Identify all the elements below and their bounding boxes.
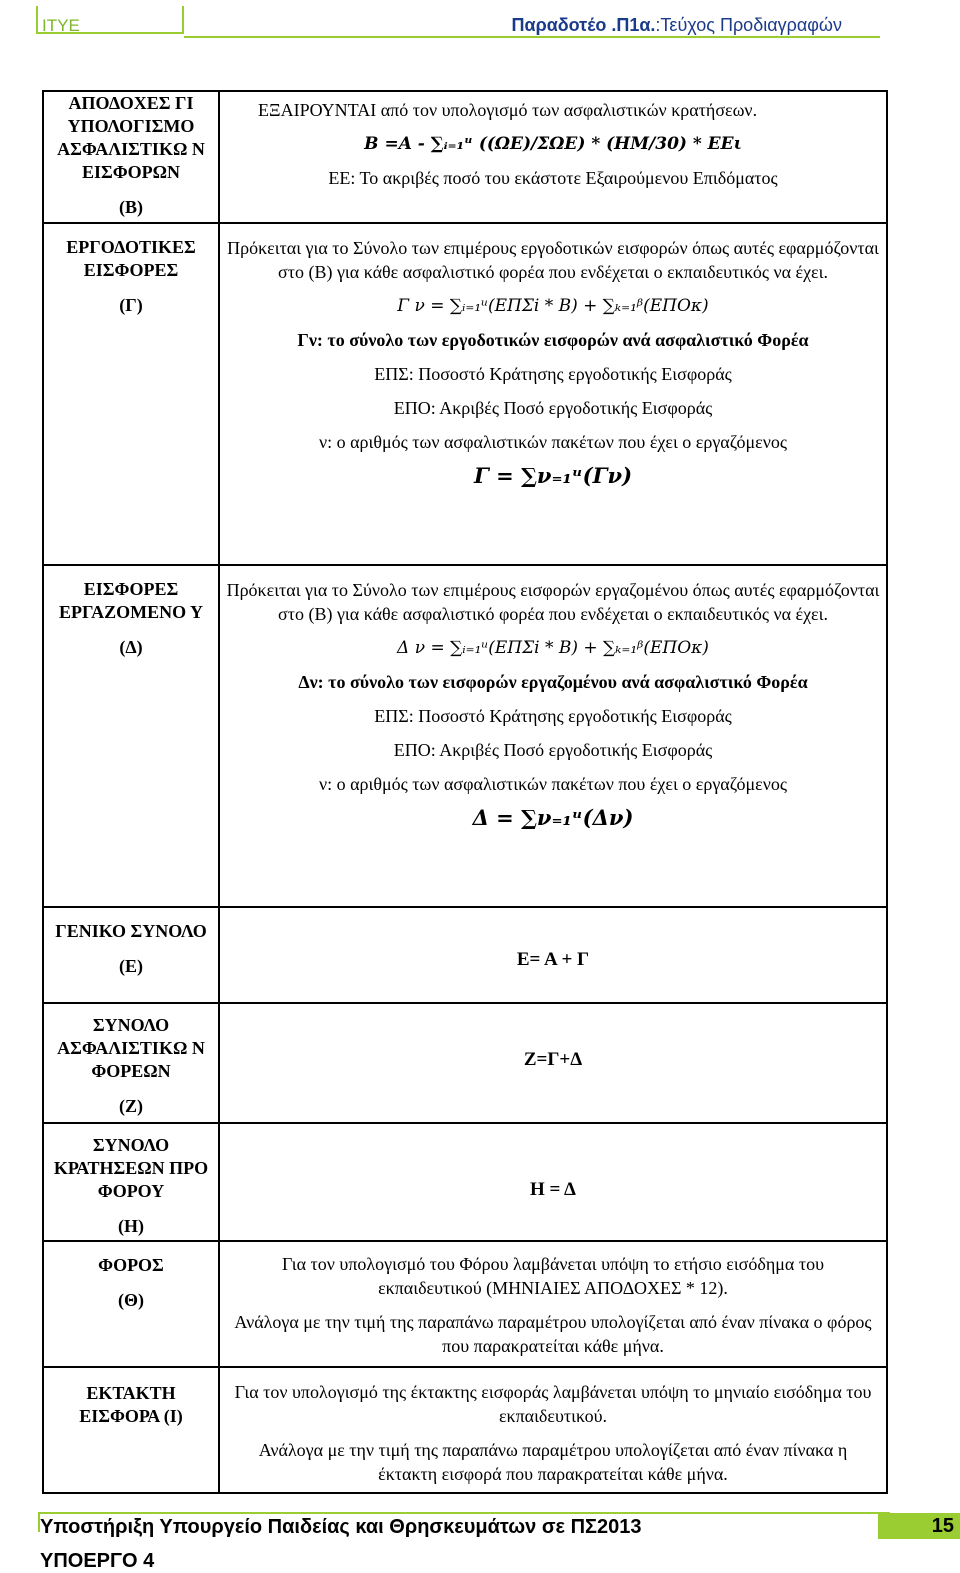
spec-table — [42, 90, 888, 1494]
row-label-text: ΣΥΝΟΛΟ ΑΣΦΑΛΙΣΤΙΚΩ Ν ΦΟΡΕΩΝ — [57, 1015, 205, 1081]
g-def-eps: ΕΠΣ: Ποσοστό Κράτησης εργοδοτικής Εισφοράς — [374, 364, 732, 384]
g-def-bold: Γν: το σύνολο των εργοδοτικών εισφορών ανά ασφαλιστικό Φορέα — [297, 330, 809, 350]
h-formula: Η = Δ — [530, 1179, 576, 1200]
row-content-d — [219, 565, 887, 907]
d-def-bold: Δν: το σύνολο των εισφορών εργαζομένου ανά ασφαλιστικό Φορέα — [298, 672, 808, 692]
d-def-nu: ν: ο αριθμός των ασφαλιστικών πακέτων που έχει ο εργαζόμενος — [318, 774, 788, 794]
footer-project — [40, 1516, 642, 1572]
table-row-e — [43, 907, 887, 1003]
header-doc-title — [512, 15, 843, 36]
d-total-formula: Δ = ∑ν₌₁ᵘ(Δν) — [472, 805, 634, 830]
table-row-z — [43, 1003, 887, 1123]
row-label-g — [43, 223, 219, 565]
row-content-th — [219, 1241, 887, 1367]
row-label-text: ΑΠΟΔΟΧΕΣ ΓΙ ΥΠΟΛΟΓΙΣΜΟ ΑΣΦΑΛΙΣΤΙΚΩ Ν ΕΙΣΦΟΡΩΝ — [57, 93, 205, 182]
e-formula: Ε= Α + Γ — [516, 949, 590, 970]
b-formula: Β =Α - ∑ᵢ₌₁ᵘ ((ΩΕ)/ΣΩΕ) * (ΗΜ/30) * ΕΕι — [364, 134, 742, 154]
header-brand-box — [36, 6, 184, 34]
d-def-eps: ΕΠΣ: Ποσοστό Κράτησης εργοδοτικής Εισφοράς — [374, 706, 732, 726]
header-brand: ΙΤΥΕ — [42, 16, 80, 35]
row-label-h — [43, 1123, 219, 1241]
header-doc-rest: :Τεύχος Προδιαγραφών — [655, 15, 842, 35]
table-row-th — [43, 1241, 887, 1367]
th-text-1: Για τον υπολογισμό του Φόρου λαμβάνεται υπόψη το ετήσιο εισόδημα του εκπαιδευτικού (ΜΗΝΙΑΙΕΣ ΑΠΟΔΟΧΕΣ * 12). — [282, 1254, 824, 1298]
row-label-text: ΓΕΝΙΚΟ ΣΥΝΟΛΟ — [55, 921, 207, 941]
row-code: (Γ) — [119, 295, 143, 315]
header-doc-bold: Παραδοτέο .Π1α. — [511, 15, 656, 35]
row-content-i — [219, 1367, 887, 1493]
row-code: (Ζ) — [119, 1096, 143, 1116]
row-label-text: ΣΥΝΟΛΟ ΚΡΑΤΗΣΕΩΝ ΠΡΟ ΦΟΡΟΥ — [53, 1135, 209, 1201]
z-formula: Ζ=Γ+Δ — [523, 1049, 583, 1070]
row-label-d — [43, 565, 219, 907]
g-formula: Γ ν = ∑ᵢ₌₁ᵘ(ΕΠΣi * B) + ∑ₖ₌₁ᵝ(ΕΠΟκ) — [397, 296, 709, 316]
row-content-b — [219, 91, 887, 223]
row-code: (Ε) — [119, 956, 143, 976]
header-rule — [184, 36, 880, 38]
b-text-exclusions: ΕΞΑΙΡΟΥΝΤΑΙ από τον υπολογισμό των ασφαλιστικών κρατήσεων. — [258, 100, 758, 120]
row-code: (Δ) — [119, 637, 143, 657]
row-content-e — [219, 907, 887, 1003]
row-label-text: ΕΚΤΑΚΤΗ ΕΙΣΦΟΡΑ (Ι) — [79, 1383, 183, 1426]
footer-rule — [38, 1512, 890, 1514]
row-label-text: ΕΡΓΟΔΟΤΙΚΕΣ ΕΙΣΦΟΡΕΣ — [66, 237, 196, 280]
row-label-text: ΕΙΣΦΟΡΕΣ ΕΡΓΑΖΟΜΕΝΟ Υ — [59, 579, 203, 622]
row-code: (Θ) — [118, 1290, 144, 1310]
i-text-1: Για τον υπολογισμό της έκτακτης εισφοράς λαμβάνεται υπόψη το μηνιαίο εισόδημα του εκπαιδευτικού. — [234, 1382, 872, 1426]
g-def-epo: ΕΠΟ: Ακριβές Ποσό εργοδοτικής Εισφοράς — [393, 398, 713, 418]
footer-line1: Υποστήριξη Υπουργείο Παιδείας και Θρησκευμάτων σε ΠΣ2013 — [40, 1516, 642, 1538]
b-text-ee: ΕΕ: Το ακριβές ποσό του εκάστοτε Εξαιρούμενου Επιδόματος — [328, 168, 778, 188]
g-def-nu: ν: ο αριθμός των ασφαλιστικών πακέτων που έχει ο εργαζόμενος — [318, 432, 788, 452]
page-number: 15 — [878, 1513, 960, 1539]
table-row-d — [43, 565, 887, 907]
i-text-2: Ανάλογα με την τιμή της παραπάνω παραμέτρου υπολογίζεται από έναν πίνακα η έκτακτη εισφορά που παρακρατείται κάθε μήνα. — [258, 1440, 848, 1484]
row-content-z — [219, 1003, 887, 1123]
row-code: (Η) — [118, 1216, 144, 1236]
table-row-i — [43, 1367, 887, 1493]
table-row-h — [43, 1123, 887, 1241]
row-label-z — [43, 1003, 219, 1123]
row-label-e — [43, 907, 219, 1003]
footer-line2: ΥΠΟΕΡΓΟ 4 — [40, 1550, 155, 1572]
row-content-h — [219, 1123, 887, 1241]
d-def-epo: ΕΠΟ: Ακριβές Ποσό εργοδοτικής Εισφοράς — [393, 740, 713, 760]
d-formula: Δ ν = ∑ᵢ₌₁ᵘ(ΕΠΣi * B) + ∑ₖ₌₁ᵝ(ΕΠΟκ) — [397, 638, 709, 658]
th-text-2: Ανάλογα με την τιμή της παραπάνω παραμέτρου υπολογίζεται από έναν πίνακα ο φόρος που παρακρατείται κάθε μήνα. — [234, 1312, 872, 1356]
d-text-intro: Πρόκειται για το Σύνολο των επιμέρους εισφορών εργαζομένου όπως αυτές εφαρμόζονται στο (Β) για κάθε ασφαλιστικό φορέα που ενδέχεται ο εκπαιδευτικός να έχει. — [226, 580, 880, 624]
g-text-intro: Πρόκειται για το Σύνολο των επιμέρους εργοδοτικών εισφορών όπως αυτές εφαρμόζονται στο (Β) για κάθε ασφαλιστικό φορέα που ενδέχεται ο εκπαιδευτικός να έχει. — [227, 238, 879, 282]
row-label-text: ΦΟΡΟΣ — [98, 1255, 164, 1275]
table-row-g — [43, 223, 887, 565]
row-content-g — [219, 223, 887, 565]
row-label-b — [43, 91, 219, 223]
row-label-i — [43, 1367, 219, 1493]
g-total-formula: Γ = ∑ν₌₁ᵘ(Γν) — [473, 463, 633, 488]
table-row-b — [43, 91, 887, 223]
row-label-th — [43, 1241, 219, 1367]
row-code: (Β) — [119, 197, 143, 217]
